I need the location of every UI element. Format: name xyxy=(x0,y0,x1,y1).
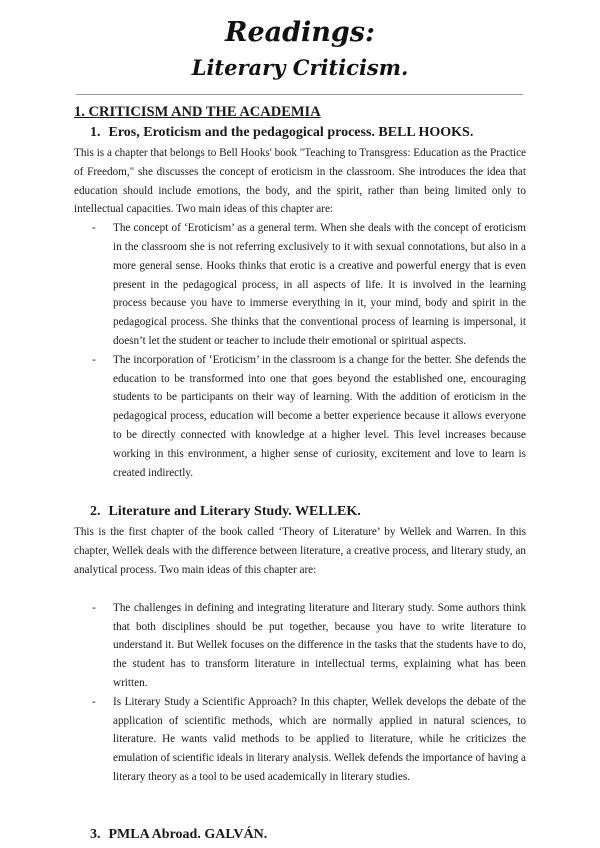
list-item-text: Is Literary Study a Scientific Approach? In this chapter, Wellek develops the debate of the application of scientific methods, which are normally applied in natural sciences, to literature. He wants valid methods to be applied to literature, while he criticizes the emulation of scientific ideals in literary analysis. Wellek defends the importance of having a literary theory as a tool to be used academically in literary studies. xyxy=(113,695,526,783)
reading-title-text: PMLA Abroad. GALVÁN. xyxy=(108,826,268,842)
list-item xyxy=(74,219,526,351)
bullet-dash: - xyxy=(92,695,96,708)
list-item xyxy=(74,599,526,693)
page-title: Readings: xyxy=(225,17,375,48)
reading-number: 1. xyxy=(90,125,101,140)
reading-title xyxy=(90,825,526,845)
reading-number: 2. xyxy=(90,504,101,520)
title-divider xyxy=(76,94,523,95)
main-ideas-list xyxy=(74,599,526,787)
reading-item xyxy=(74,502,526,786)
list-item xyxy=(74,351,526,483)
document-body xyxy=(74,101,526,846)
reading-item xyxy=(74,825,526,845)
list-item-text: The challenges in defining and integrating literature and literary study. Some authors think that both disciplines should be put together, because you have to write literature to understand it. But Wellek focuses on the difference in the tasks that the students have to do, the student has to transform literature in intellectual terms, explaining what has been written. xyxy=(113,601,526,689)
section-heading: 1. CRITICISM AND THE ACADEMIA xyxy=(74,104,321,120)
list-item-text: The concept of ‘Eroticism’ as a general term. When she deals with the concept of eroticism in the classroom she is not referring exclusively to it with sexual connotations, but also in a more general sense. Hooks thinks that erotic is a creative and powerful energy that is even present in the pedagogical process, in all aspects of life. It is involved in the learning process because you have to immerse everything in it, your mind, body and spirit in the pedagogical process. She thinks that the conventional process of learning is impersonal, it doesn’t let the student or teacher to include their emotional or spiritual aspects. xyxy=(113,222,526,347)
reading-item xyxy=(74,123,526,482)
reading-title-text: Literature and Literary Study. WELLEK. xyxy=(108,504,361,520)
reading-title-text: Eros, Eroticism and the pedagogical process. BELL HOOKS. xyxy=(108,125,474,140)
bullet-dash: - xyxy=(92,222,96,235)
bullet-dash: - xyxy=(92,353,96,366)
list-item xyxy=(74,693,526,787)
list-item-text: The incorporation of ‘Eroticism’ in the classroom is a change for the better. She defends the education to be transformed into one that goes beyond the established one, encouraging students to be participants on their way of learning. With the addition of eroticism in the pedagogical process, education will become a better experience because it allows everyone to be directly connected with knowledge at a higher level. This level increases because working in this environment, a higher sense of curiosity, excitement and love to learn is created indirectly. xyxy=(113,353,526,479)
bullet-dash: - xyxy=(92,601,96,614)
reading-number: 3. xyxy=(90,826,101,842)
page-subtitle: Literary Criticism. xyxy=(191,55,409,80)
reading-title xyxy=(90,123,526,143)
reading-intro: This is a chapter that belongs to Bell Hooks' book "Teaching to Transgress: Education as the Practice of Freedom," she discusses the concept of eroticism in the classroom. She introduces the idea that education should include emotions, the body, and the spirit, rather than being limited only to intellectual capacities. Two main ideas of this chapter are: xyxy=(74,147,526,216)
main-ideas-list xyxy=(74,219,526,482)
reading-title xyxy=(90,502,526,522)
reading-intro: This is the first chapter of the book called ‘Theory of Literature’ by Wellek and Warren. In this chapter, Wellek deals with the difference between literature, a creative process, and literary study, an analytical process. Two main ideas of this chapter are: xyxy=(74,526,526,576)
